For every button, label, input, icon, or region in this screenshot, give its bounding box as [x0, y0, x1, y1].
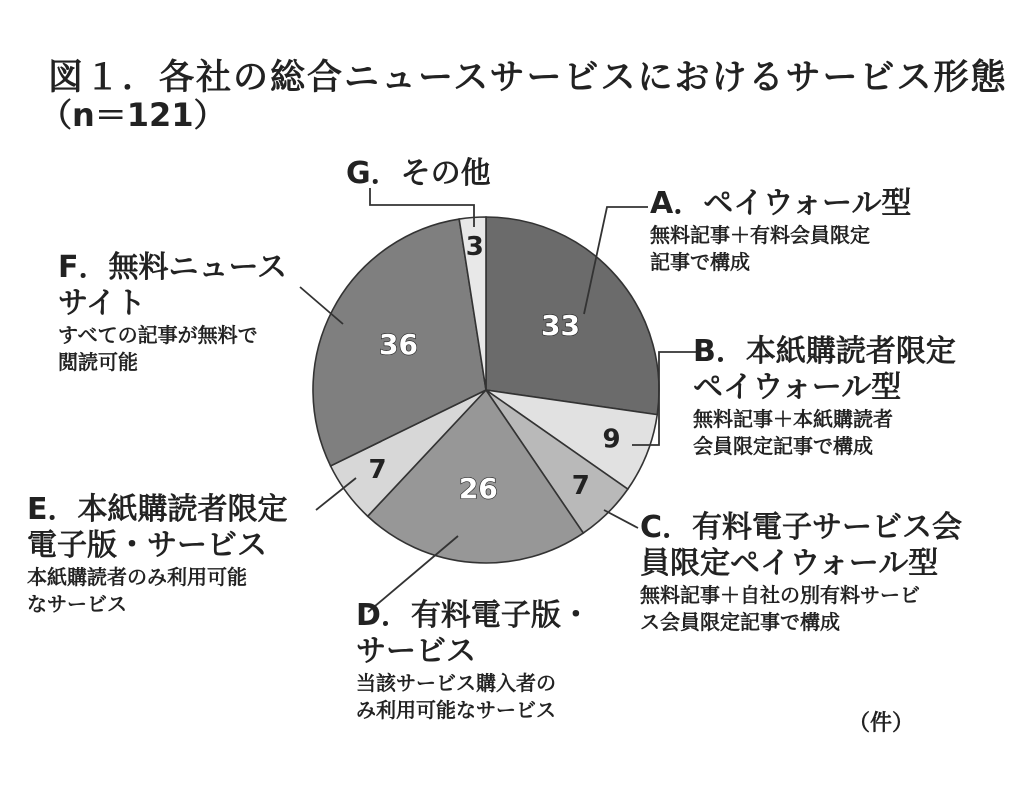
label-f-desc-2: 閲読可能 — [58, 350, 138, 374]
label-f-title-1: F．無料ニュース — [58, 250, 287, 285]
chart-title: 図１．各社の総合ニュースサービスにおけるサービス形態 — [48, 58, 1008, 98]
label-b-title-2: ペイウォール型 — [693, 370, 902, 405]
label-c-title-2: 員限定ペイウォール型 — [640, 546, 939, 581]
label-c — [640, 510, 962, 636]
value-label-a: 33 — [541, 308, 580, 342]
label-g-title: G．その他 — [346, 156, 491, 191]
value-label-f: 36 — [379, 327, 418, 361]
unit-label: （件） — [848, 711, 915, 736]
label-e-desc-2: なサービス — [27, 592, 127, 616]
label-c-desc-1: 無料記事＋自社の別有料サービ — [640, 583, 920, 607]
chart-subtitle: （n＝121） — [40, 96, 226, 134]
label-e-desc-1: 本紙購読者のみ利用可能 — [27, 565, 247, 589]
label-d-title-1: D．有料電子版・ — [356, 598, 591, 633]
label-b-desc-1: 無料記事＋本紙購読者 — [693, 407, 893, 431]
label-c-title-1: C．有料電子サービス会 — [640, 510, 963, 545]
label-f-desc-1: すべての記事が無料で — [58, 323, 258, 347]
label-f — [58, 250, 287, 376]
leader-line-c — [604, 510, 638, 528]
label-f-title-2: サイト — [58, 286, 146, 321]
value-label-g: 3 — [465, 231, 484, 262]
label-g — [346, 156, 491, 192]
label-b — [693, 334, 956, 460]
label-d-title-2: サービス — [356, 634, 476, 669]
label-e — [27, 492, 288, 618]
value-label-d: 26 — [458, 471, 498, 505]
label-e-title-2: 電子版・サービス — [27, 528, 267, 563]
label-d — [356, 598, 591, 724]
label-b-title-1: B．本紙購読者限定 — [693, 334, 956, 369]
value-label-e: 7 — [368, 455, 387, 486]
label-e-title-1: E．本紙購読者限定 — [27, 492, 288, 527]
label-d-desc-2: み利用可能なサービス — [356, 698, 556, 722]
label-a-title: A．ペイウォール型 — [650, 186, 912, 221]
label-c-desc-2: ス会員限定記事で構成 — [640, 610, 840, 634]
label-a-desc-2: 記事で構成 — [650, 250, 750, 274]
label-a-desc-1: 無料記事＋有料会員限定 — [650, 223, 870, 247]
value-label-b: 9 — [602, 424, 621, 455]
value-label-c: 7 — [571, 471, 590, 501]
label-d-desc-1: 当該サービス購入者の — [356, 671, 556, 695]
label-b-desc-2: 会員限定記事で構成 — [693, 434, 873, 458]
label-a — [650, 186, 911, 276]
